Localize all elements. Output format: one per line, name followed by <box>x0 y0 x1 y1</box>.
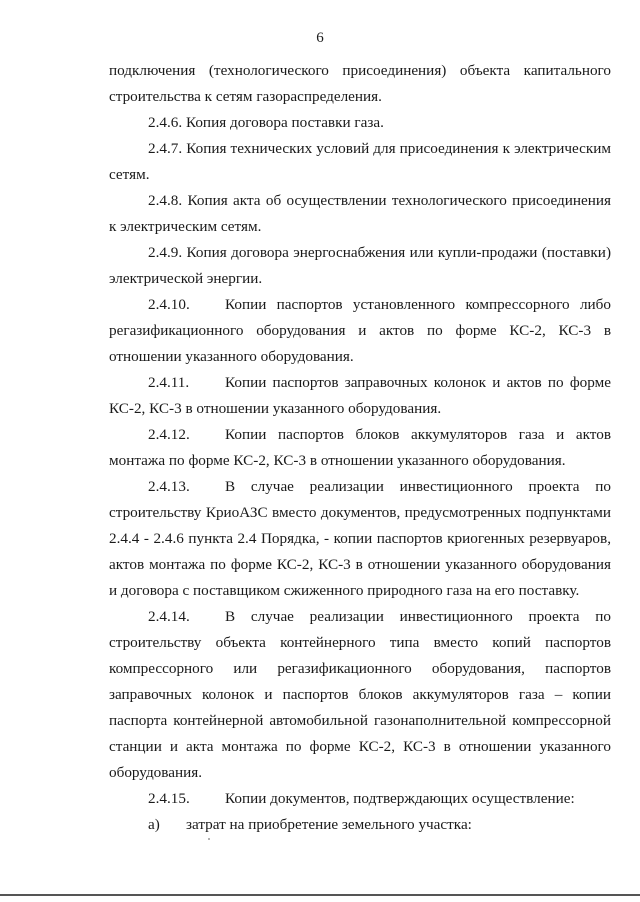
page-bottom-edge <box>0 894 640 896</box>
subitem-letter: а) <box>148 816 160 833</box>
paragraph-2-4-15 <box>109 786 611 812</box>
paragraph-2-4-12-body: монтажа по форме КС-2, КС-3 в отношении указанного оборудования. <box>109 452 566 469</box>
item-text: Копии паспортов заправочных колонок и актов по форме <box>225 374 611 391</box>
item-text: В случае реализации инвестиционного проекта по <box>225 478 611 495</box>
item-number: 2.4.10. <box>148 296 190 313</box>
item-number: 2.4.11. <box>148 374 190 391</box>
scan-speck <box>208 838 210 840</box>
item-number: 2.4.15. <box>148 790 190 807</box>
paragraph-2-4-7: 2.4.7. Копия технических условий для присоединения к электрическим сетям. <box>109 140 611 183</box>
paragraph-2-4-14-head <box>109 604 611 630</box>
paragraph-2-4-11-body: КС-2, КС-3 в отношении указанного оборудования. <box>109 400 442 417</box>
item-number: 2.4.13. <box>148 478 190 495</box>
paragraph-intro: подключения (технологического присоединения) объекта капитального строительства к сетям газораспределения. <box>109 62 611 105</box>
subitem-text: затрат на приобретение земельного участка: <box>186 816 472 833</box>
paragraph-2-4-10-body: регазификационного оборудования и актов по форме КС-2, КС-3 в отношении указанного оборудования. <box>109 322 611 365</box>
item-text: Копии документов, подтверждающих осуществление: <box>225 790 575 807</box>
document-body <box>109 58 611 838</box>
item-number: 2.4.12. <box>148 426 190 443</box>
paragraph-2-4-8: 2.4.8. Копия акта об осуществлении технологического присоединения к электрическим сетям. <box>109 192 611 235</box>
paragraph-2-4-10-head <box>109 292 611 318</box>
item-text: В случае реализации инвестиционного проекта по <box>225 608 611 625</box>
item-text: Копии паспортов установленного компрессорного либо <box>225 296 611 313</box>
paragraph-2-4-11-head <box>109 370 611 396</box>
subitem-a <box>109 812 611 838</box>
item-number: 2.4.14. <box>148 608 190 625</box>
paragraph-2-4-12-head <box>109 422 611 448</box>
paragraph-2-4-14-body: строительству объекта контейнерного типа вместо копий паспортов компрессорного или регазификационного оборудования, паспортов заправочных колонок и паспортов блоков аккумуляторов газа – копии паспорта контейнерной автомобильной газонаполнительной компрессорной станции и акта монтажа по форме КС-2, КС-3 в отношении указанного оборудования. <box>109 634 611 781</box>
paragraph-2-4-6: 2.4.6. Копия договора поставки газа. <box>148 114 384 131</box>
paragraph-2-4-9: 2.4.9. Копия договора энергоснабжения или купли-продажи (поставки) электрической энергии. <box>109 244 611 287</box>
item-text: Копии паспортов блоков аккумуляторов газа и актов <box>225 426 611 443</box>
paragraph-2-4-13-head <box>109 474 611 500</box>
page-number: 6 <box>316 30 324 46</box>
paragraph-2-4-13-body: строительству КриоАЗС вместо документов, предусмотренных подпунктами 2.4.4 - 2.4.6 пункта 2.4 Порядка, - копии паспортов криогенных резервуаров, актов монтажа по форме КС-2, КС-3 в отношении указанного оборудования и договора с поставщиком сжиженного природного газа на его поставку. <box>109 504 611 599</box>
